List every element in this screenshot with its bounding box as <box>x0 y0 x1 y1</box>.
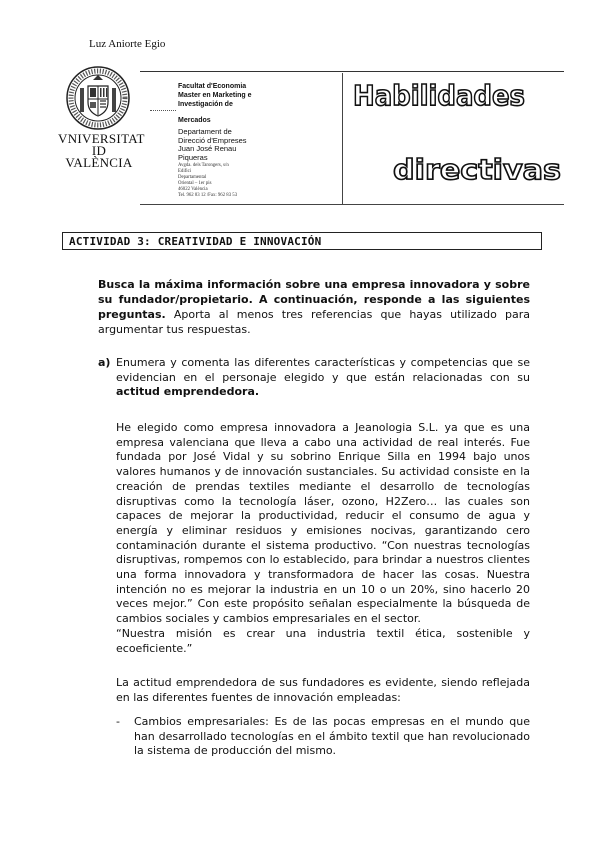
wordart-title-directivas-text: directivas <box>393 153 561 186</box>
university-name-line2: ID VALÈNCIA <box>65 143 133 170</box>
author-name: Luz Aniorte Egio <box>89 38 166 50</box>
instructions-bold: Busca la máxima información sobre una empresa innovadora y sobre su fundador/propietario. A continuación, responde a las siguientes preguntas. <box>98 278 530 321</box>
university-name-line1: VNIVERSITAT <box>58 131 145 146</box>
university-seal-logo <box>66 66 130 130</box>
wordart-title-directivas <box>390 150 566 186</box>
question-a-body: Enumera y comenta las diferentes características y competencias que se evidencian en el personaje elegido y que están relacionadas con su <box>116 356 530 384</box>
dotted-separator <box>150 110 176 111</box>
question-a-label: a) <box>98 356 111 369</box>
header-bottom-rule <box>140 204 564 205</box>
answer-paragraph-1 <box>116 421 530 656</box>
header-vertical-rule <box>342 73 343 204</box>
answer-paragraph-1-text: He elegido como empresa innovadora a Jeanologia S.L. ya que es una empresa valenciana que lleva a cabo una actividad de real interés. Fue fundada por José Vidal y su sobrino Enrique Silla en 1994 bajo unos valores humanos y de innovación sustanciales. Su actividad consiste en la creación de prendas textiles mediante el desarrollo de tecnologías disruptivas como la tecnología láser, ozono, H2Zero… las cuales son capaces de mejorar la productividad, reducir el consumo de agua y energía y eliminar residuos y emisiones nocivas, garantizando cero contaminación durante el sistema productivo. “Con nuestras tecnologías disruptivas, rompemos con lo establecido, para brindar a nuestros clientes una forma innovadora y transformadora de hacer las cosas. Nuestra intención no es mejorar la industria en un 10 o un 20%, sino hacerlo 20 veces mejor.” Con este propósito señalan especialmente la búsqueda de cambios sociales y cambios empresariales en el sector. <box>116 421 530 626</box>
activity-title: ACTIVIDAD 3: CREATIVIDAD E INNOVACIÓN <box>69 235 322 248</box>
question-a-text <box>116 356 530 400</box>
instructions-normal: Aporta al menos tres referencias que hayas utilizado para argumentar tus respuestas. <box>98 308 530 336</box>
department-address: Avgda. dels Tarongers, s/n Edifici Departamental Oriental – 1er pis 46022 València Tel. 962 83 12 /Fax: 962 83 53 <box>178 163 238 198</box>
mission-quote: “Nuestra misión es crear una industria textil ética, sostenible y ecoeficiente.” <box>116 626 530 655</box>
bullet-dash: - <box>116 715 120 728</box>
faculty-name: Facultat d'Economia Master en Marketing e Investigación de <box>178 83 252 108</box>
wordart-title-habilidades-text: Habilidades <box>353 79 525 112</box>
answer-paragraph-2: La actitud emprendedora de sus fundadores es evidente, siendo reflejada en las diferentes fuentes de innovación empleadas: <box>116 676 530 704</box>
university-name <box>58 131 145 170</box>
bullet-item: Cambios empresariales: Es de las pocas empresas en el mundo que han desarrollado tecnologías en el ámbito textil que han revolucionado la sistema de producción del mismo. <box>134 715 530 757</box>
wordart-title-habilidades <box>350 76 530 112</box>
department-name: Departament de Direcció d'Empreses Juan José Renau Piqueras <box>178 127 247 162</box>
instructions-paragraph <box>98 277 530 337</box>
question-a-bold: actitud emprendedora. <box>116 385 260 398</box>
header-top-rule <box>140 71 564 72</box>
mercados-label: Mercados <box>178 117 211 124</box>
